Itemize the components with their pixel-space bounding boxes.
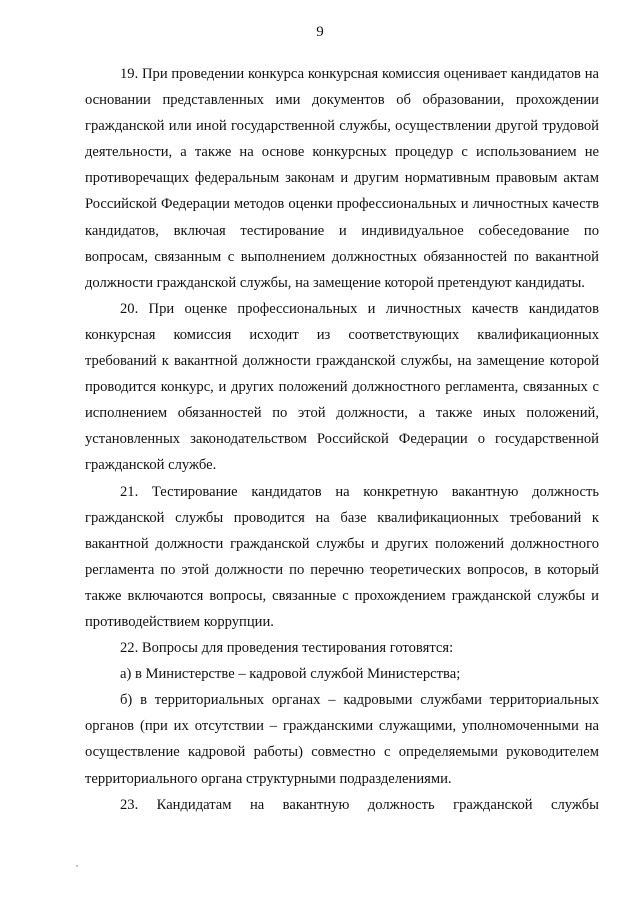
paragraph-20: 20. При оценке профессиональных и личностных качеств кандидатов конкурсная комиссия исходит из соответствующих квалификационных требований к вакантной должности гражданской службы, на замещение которой проводится конкурс, и других положений должностного регламента, связанных с исполнением обязанностей по этой должности, а также иных положений, установленных законодательством Российской Федерации о государственной гражданской службе. [85, 300, 599, 474]
paragraph-22-b: б) в территориальных органах – кадровыми службами территориальных органов (при их отсутствии – гражданскими служащими, уполномоченными на осуществление кадровой работы) совместно с определяемыми руководителем территориального органа структурными подразделениями. [85, 692, 599, 787]
paragraph-19: 19. При проведении конкурса конкурсная комиссия оценивает кандидатов на основании представленных ими документов об образовании, прохождении гражданской или иной государственной службы, осуществлении другой трудовой деятельности, а также на основе конкурсных процедур с использованием не противоречащих федеральным законам и другим нормативным правовым актам Российской Федерации методов оценки профессиональных и личностных качеств кандидатов, включая тестирование и индивидуальное собеседование по вопросам, связанным с выполнением должностных обязанностей по вакантной должности гражданской службы, на замещение которой претендуют кандидаты. [85, 66, 599, 291]
paragraph-23: 23. Кандидатам на вакантную должность гражданской службы [120, 796, 599, 813]
scan-artifact-dot [76, 865, 78, 867]
document-body [85, 61, 599, 818]
page-number: 9 [316, 24, 324, 40]
paragraph-22: 22. Вопросы для проведения тестирования готовятся: [120, 640, 454, 657]
paragraph-21: 21. Тестирование кандидатов на конкретную вакантную должность гражданской службы проводится на базе квалификационных требований к вакантной должности гражданской службы и других положений должностного регламента по этой должности по перечню теоретических вопросов, в который также включаются вопросы, связанные с прохождением гражданской службы и противодействием коррупции. [85, 483, 599, 630]
paragraph-22-a: а) в Министерстве – кадровой службой Министерства; [120, 666, 461, 683]
